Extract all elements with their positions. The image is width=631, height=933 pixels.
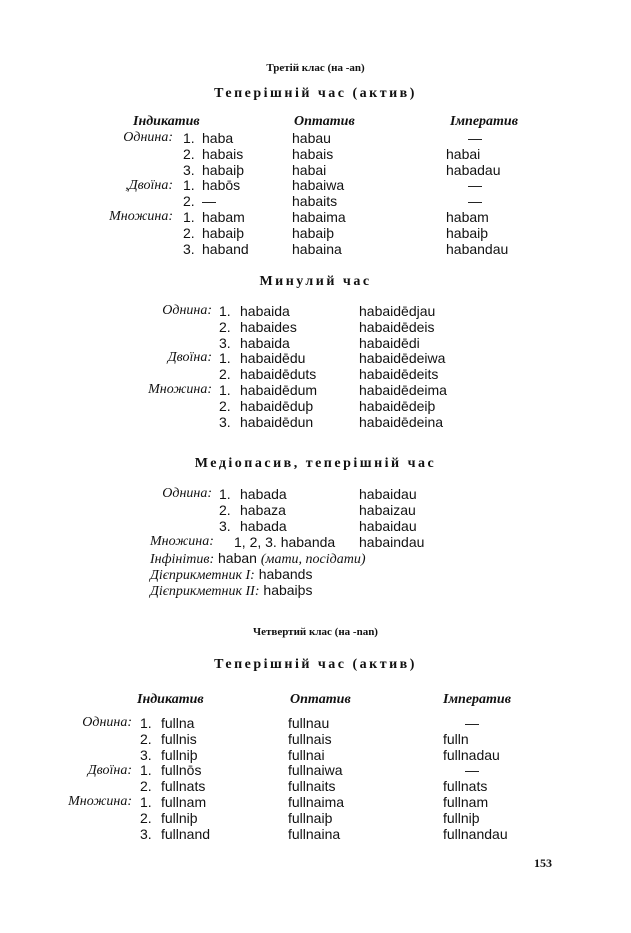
optative-header: Оптатив — [294, 114, 355, 129]
c4-present-person-number: 3. — [140, 746, 152, 763]
c3-past-past-optative-form: habaidēdeiþ — [359, 397, 436, 414]
c3-past-person-number: 1. — [219, 382, 231, 398]
class4-plural-label: Множина: — [68, 794, 132, 809]
c3-present-person-number: 1. — [183, 209, 195, 225]
c4-present-indicative-form: fullnand — [161, 825, 211, 842]
c3-present-person-number: 1. — [183, 130, 195, 146]
class4-optative-header: Оптатив — [290, 692, 351, 707]
c3-present-optative-form: habau — [292, 130, 331, 146]
c3-past-past-indicative-form: habaidēdum — [240, 382, 318, 398]
c4-present-optative-form: fullnai — [288, 746, 325, 763]
c3-past-past-optative-form: habaidēdeits — [359, 366, 439, 383]
c3-past-person-number: 3. — [219, 334, 231, 351]
c3-present-optative-form: habaina — [292, 240, 342, 257]
mp-singular-label: Однина: — [162, 486, 212, 501]
c3-present-imperative-form: habandau — [446, 240, 509, 257]
c3-mp-mp-optative-form: habaidau — [359, 486, 417, 502]
c3-present-person-number: 2. — [183, 224, 195, 241]
c3-present-person-number: 3. — [183, 161, 195, 178]
indicative-header: Індикатив — [133, 114, 200, 129]
mp-plural-forms: 1, 2, 3. habanda — [234, 534, 336, 550]
c3-mp-mp-optative-form: habaizau — [359, 501, 416, 518]
c4-present-optative-form: fullnaiþ — [288, 809, 333, 826]
c3-past-past-indicative-form: habaidēdu — [240, 350, 306, 367]
c3-mp-person-number: 2. — [219, 501, 231, 518]
c3-present-indicative-form: habam — [202, 209, 245, 225]
c4-present-indicative-form: fullnam — [161, 794, 207, 810]
class4-imperative-header: Імператив — [443, 692, 511, 707]
c3-past-person-number: 1. — [219, 303, 231, 319]
c4-present-person-number: 3. — [140, 825, 152, 842]
c4-present-optative-form: fullnais — [288, 730, 332, 747]
c4-present-optative-form: fullnaiwa — [288, 762, 343, 779]
infinitive-label: Інфінітив: — [150, 552, 215, 567]
c4-present-person-number: 2. — [140, 778, 152, 795]
c3-present-optative-form: habaiwa — [292, 177, 345, 194]
singular-label: Однина: — [123, 130, 173, 145]
mp-plural-label: Множина: — [150, 534, 214, 549]
c3-present-imperative-form: habaiþ — [446, 224, 489, 241]
c3-mp-mp-indicative-form: habada — [240, 486, 287, 502]
c3-past-past-indicative-form: habaidēduþ — [240, 397, 314, 414]
c4-present-optative-form: fullnaits — [288, 778, 336, 795]
c4-present-imperative-form: fullniþ — [443, 809, 480, 826]
class4-indicative-header: Індикатив — [137, 692, 204, 707]
c3-mp-mp-indicative-form: habada — [240, 517, 287, 534]
participle2-value: habaiþs — [263, 582, 313, 598]
c3-past-past-indicative-form: habaida — [240, 303, 290, 319]
c4-present-imperative-form: — — [465, 762, 479, 779]
c3-present-imperative-form: habai — [446, 145, 481, 162]
c4-present-indicative-form: fullniþ — [161, 746, 198, 763]
participle2-line — [150, 582, 312, 600]
imperative-header: Імператив — [450, 114, 518, 129]
c3-present-indicative-form: habōs — [202, 177, 241, 194]
c3-present-optative-form: habaiþ — [292, 224, 335, 241]
c3-present-optative-form: habais — [292, 145, 334, 162]
c3-past-past-optative-form: habaidēdeima — [359, 382, 447, 398]
c4-present-imperative-form: fullnam — [443, 794, 489, 810]
class4-present-active-heading: Теперішній час (актив) — [214, 657, 417, 672]
infinitive-gloss: (мати, посідати) — [260, 552, 366, 567]
past-singular-label: Однина: — [162, 303, 212, 318]
c3-past-past-optative-form: habaidēdjau — [359, 303, 436, 319]
c3-past-person-number: 1. — [219, 350, 231, 367]
c3-present-optative-form: habai — [292, 161, 327, 178]
c4-present-optative-form: fullnau — [288, 715, 330, 731]
participle1-value: habands — [258, 566, 313, 582]
c3-past-past-optative-form: habaidēdeiwa — [359, 350, 446, 367]
c3-past-person-number: 2. — [219, 397, 231, 414]
class4-dual-label: Двоїна: — [87, 763, 132, 778]
c4-present-indicative-form: fullnis — [161, 730, 197, 747]
c3-past-past-indicative-form: habaidēduts — [240, 366, 317, 383]
section-title-class4: Четвертий клас (на -nan) — [253, 626, 378, 638]
c3-past-person-number: 2. — [219, 366, 231, 383]
class4-singular-label: Однина: — [82, 715, 132, 730]
c3-present-indicative-form: habaiþ — [202, 224, 245, 241]
dual-label: ,Двоїна: — [125, 178, 173, 193]
c4-present-imperative-form: fullnandau — [443, 825, 508, 842]
c3-present-imperative-form: — — [468, 193, 482, 210]
c4-present-person-number: 1. — [140, 794, 152, 810]
c3-past-past-optative-form: habaidēdeis — [359, 318, 435, 335]
past-plural-label: Множина: — [148, 382, 212, 397]
c3-present-indicative-form: — — [202, 193, 216, 210]
page-number: 153 — [534, 856, 552, 870]
mp-plural-optative: habaindau — [359, 534, 425, 550]
c3-present-imperative-form: habadau — [446, 161, 501, 178]
c3-present-person-number: 2. — [183, 193, 195, 210]
c3-mp-person-number: 1. — [219, 486, 231, 502]
c3-past-person-number: 2. — [219, 318, 231, 335]
c4-present-imperative-form: fullnadau — [443, 746, 500, 763]
c3-past-past-indicative-form: habaidēdun — [240, 413, 314, 430]
c4-present-imperative-form: fulln — [443, 730, 469, 747]
c3-past-past-indicative-form: habaides — [240, 318, 297, 335]
c4-present-indicative-form: fullniþ — [161, 809, 198, 826]
c4-present-optative-form: fullnaima — [288, 794, 345, 810]
c3-present-indicative-form: habaiþ — [202, 161, 245, 178]
c3-mp-mp-optative-form: habaidau — [359, 517, 417, 534]
section-title-class3: Третій клас (на -an) — [266, 62, 365, 74]
c4-present-indicative-form: fullna — [161, 715, 195, 731]
c3-present-optative-form: habaima — [292, 209, 346, 225]
c3-present-indicative-form: haband — [202, 240, 249, 257]
c3-present-person-number: 2. — [183, 145, 195, 162]
c3-present-imperative-form: — — [468, 177, 482, 194]
c3-present-indicative-form: haba — [202, 130, 234, 146]
participle2-label: Дієприкметник II: — [150, 584, 260, 599]
c4-present-person-number: 2. — [140, 730, 152, 747]
c3-mp-person-number: 3. — [219, 517, 231, 534]
past-tense-heading: Минулий час — [259, 274, 372, 289]
mediopassive-heading: Медіопасив, теперішній час — [194, 456, 437, 471]
c4-present-person-number: 1. — [140, 762, 152, 779]
participle1-label: Дієприкметник I: — [150, 568, 255, 583]
c4-present-indicative-form: fullnōs — [161, 762, 202, 779]
c3-present-person-number: 3. — [183, 240, 195, 257]
c3-mp-mp-indicative-form: habaza — [240, 501, 286, 518]
infinitive-value: haban — [218, 550, 257, 566]
c4-present-indicative-form: fullnats — [161, 778, 206, 795]
past-dual-label: Двоїна: — [167, 350, 212, 365]
c4-present-person-number: 2. — [140, 809, 152, 826]
c4-present-person-number: 1. — [140, 715, 152, 731]
c4-present-optative-form: fullnaina — [288, 825, 341, 842]
c4-present-imperative-form: — — [465, 715, 479, 731]
c3-present-imperative-form: — — [468, 130, 482, 146]
c3-present-optative-form: habaits — [292, 193, 338, 210]
plural-label: Множина: — [109, 209, 173, 224]
c3-present-imperative-form: habam — [446, 209, 489, 225]
c3-present-indicative-form: habais — [202, 145, 244, 162]
c3-past-person-number: 3. — [219, 413, 231, 430]
present-active-heading: Теперішній час (актив) — [214, 86, 417, 101]
c3-past-past-optative-form: habaidēdi — [359, 334, 420, 351]
c3-past-past-optative-form: habaidēdeina — [359, 413, 444, 430]
c3-past-past-indicative-form: habaida — [240, 334, 290, 351]
c3-present-person-number: 1. — [183, 177, 195, 194]
c4-present-imperative-form: fullnats — [443, 778, 488, 795]
